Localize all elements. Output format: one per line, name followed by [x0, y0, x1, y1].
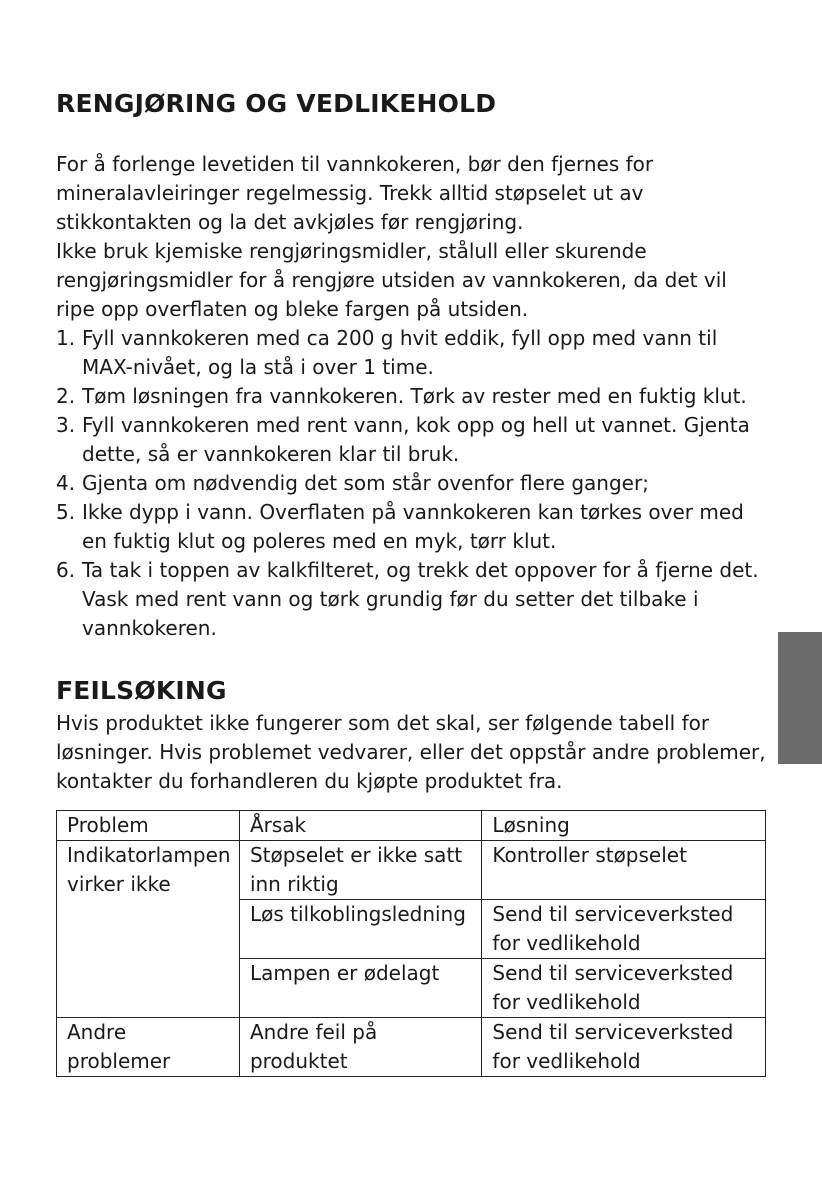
troubleshooting-intro: Hvis produktet ikke fungerer som det skal, ser følgende tabell for løsninger. Hvis problemet vedvarer, eller det oppstår andre problemer, kontakter du forhandleren du kjøpte produktet fra.: [56, 711, 766, 793]
list-item: 2. Tøm løsningen fra vannkokeren. Tørk av rester med en fuktig klut.: [56, 384, 747, 408]
list-item: 5. Ikke dypp i vann. Overflaten på vannkokeren kan tørkes over med en fuktig klut og poleres med en myk, tørr klut.: [56, 500, 744, 553]
solution-cell: Send til serviceverksted for vedlikehold: [482, 1018, 766, 1077]
page-content: [56, 86, 768, 1077]
header-cause: Årsak: [239, 811, 481, 841]
table-row: [57, 841, 766, 900]
problem-cell: Andre problemer: [57, 1018, 240, 1077]
cause-cell: Andre feil på produktet: [239, 1018, 481, 1077]
cause-cell: Løs tilkoblingsledning: [239, 900, 481, 959]
list-item: 4. Gjenta om nødvendig det som står ovenfor flere ganger;: [56, 471, 649, 495]
troubleshooting-table: [56, 810, 766, 1077]
list-item: 3. Fyll vannkokeren med rent vann, kok opp og hell ut vannet. Gjenta dette, så er vannkokeren klar til bruk.: [56, 413, 750, 466]
cleaning-intro: For å forlenge levetiden til vannkokeren, bør den fjernes for mineralavleiringer regelmessig. Trekk alltid støpselet ut av stikkontakten og la det avkjøles før rengjøring.: [56, 152, 654, 234]
cause-cell: Lampen er ødelagt: [239, 959, 481, 1018]
solution-cell: Send til serviceverksted for vedlikehold: [482, 959, 766, 1018]
section-tab-marker: [778, 632, 822, 764]
table-header-row: [57, 811, 766, 841]
cleaning-heading: RENGJØRING OG VEDLIKEHOLD: [56, 89, 497, 118]
troubleshooting-heading: FEILSØKING: [56, 676, 227, 705]
header-solution: Løsning: [482, 811, 766, 841]
table-row: [57, 1018, 766, 1077]
cause-cell: Støpselet er ikke satt inn riktig: [239, 841, 481, 900]
solution-cell: Kontroller støpselet: [482, 841, 766, 900]
cleaning-steps: [56, 324, 768, 643]
list-item: 1. Fyll vannkokeren med ca 200 g hvit eddik, fyll opp med vann til MAX-nivået, og la stå i over 1 time.: [56, 326, 718, 379]
solution-cell: Send til serviceverksted for vedlikehold: [482, 900, 766, 959]
header-problem: Problem: [57, 811, 240, 841]
cleaning-warning: Ikke bruk kjemiske rengjøringsmidler, stålull eller skurende rengjøringsmidler for å rengjøre utsiden av vannkokeren, da det vil ripe opp overflaten og bleke fargen på utsiden.: [56, 239, 727, 321]
problem-cell: Indikatorlampen virker ikke: [57, 841, 240, 1018]
list-item: 6. Ta tak i toppen av kalkfilteret, og trekk det oppover for å fjerne det. Vask med rent vann og tørk grundig før du setter det tilbake i vannkokeren.: [56, 558, 759, 640]
